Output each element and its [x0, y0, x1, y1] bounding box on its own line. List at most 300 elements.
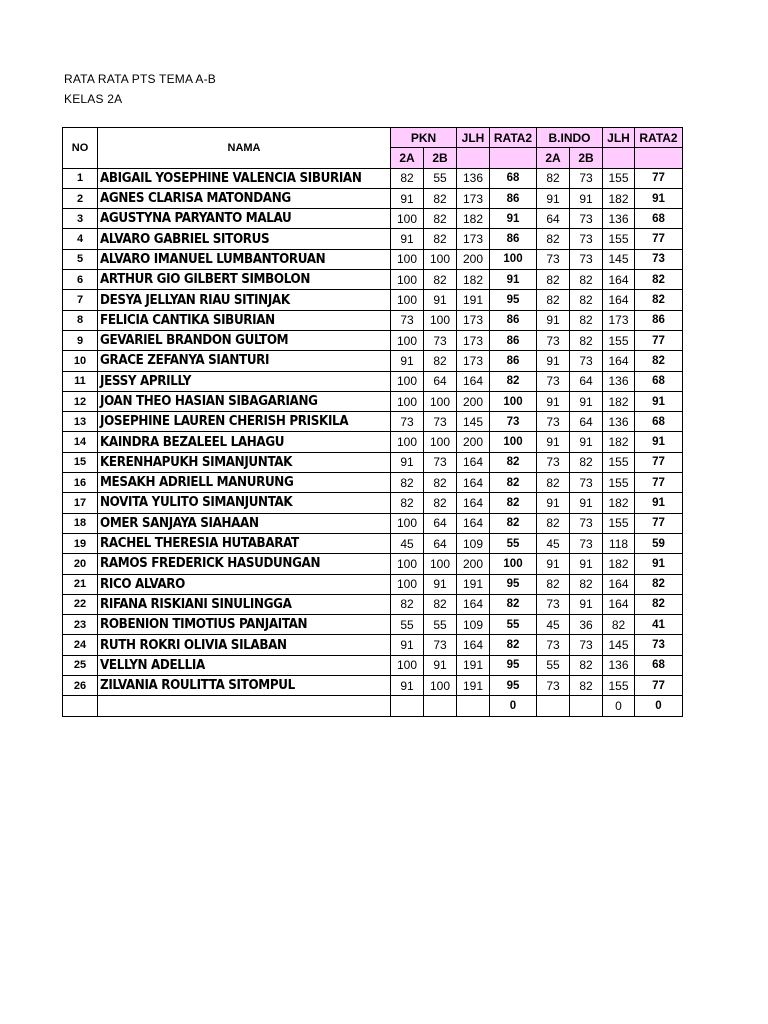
- table-row: [63, 249, 683, 269]
- cell-bindo-2a: 73: [537, 594, 570, 614]
- table-row: [63, 391, 683, 411]
- cell-bindo-2a: 91: [537, 310, 570, 330]
- cell-nama: JOAN THEO HASIAN SIBAGARIANG: [98, 391, 391, 411]
- cell-no: 7: [63, 290, 98, 310]
- cell-bindo-rata2: 68: [635, 412, 683, 432]
- cell-bindo-jlh: 182: [603, 554, 635, 574]
- cell-bindo-rata2: 82: [635, 594, 683, 614]
- cell-pkn-jlh: 164: [457, 473, 490, 493]
- cell-bindo-2a: 82: [537, 513, 570, 533]
- cell-pkn-2a: 73: [391, 412, 424, 432]
- table-row: [63, 188, 683, 208]
- cell-bindo-2a: 73: [537, 330, 570, 350]
- cell-bindo-2a: 91: [537, 391, 570, 411]
- cell-bindo-jlh: 164: [603, 574, 635, 594]
- cell-bindo-jlh: 182: [603, 391, 635, 411]
- cell-nama: OMER SANJAYA SIAHAAN: [98, 513, 391, 533]
- cell-nama: ALVARO IMANUEL LUMBANTORUAN: [98, 249, 391, 269]
- cell-pkn-rata2: 100: [490, 432, 537, 452]
- cell-bindo-jlh: 136: [603, 371, 635, 391]
- cell-pkn-2a: 82: [391, 473, 424, 493]
- cell-bindo-2a: 91: [537, 432, 570, 452]
- table-row: [63, 493, 683, 513]
- cell-pkn-jlh: 200: [457, 554, 490, 574]
- cell-bindo-jlh: 155: [603, 168, 635, 188]
- cell-bindo-2b: 73: [570, 533, 603, 553]
- cell-pkn-rata2: 73: [490, 412, 537, 432]
- cell-bindo-jlh: 155: [603, 473, 635, 493]
- cell-pkn-2b: 55: [424, 168, 457, 188]
- cell-nama: GEVARIEL BRANDON GULTOM: [98, 330, 391, 350]
- cell-pkn-2b: 100: [424, 554, 457, 574]
- cell-bindo-rata2: 73: [635, 635, 683, 655]
- cell-no: 21: [63, 574, 98, 594]
- cell-no: 5: [63, 249, 98, 269]
- cell-pkn-rata2: 82: [490, 493, 537, 513]
- cell-bindo-jlh: 173: [603, 310, 635, 330]
- cell-bindo-2a: 82: [537, 290, 570, 310]
- cell-pkn-rata2: 86: [490, 330, 537, 350]
- col-header-rata2-bindo: RATA2: [635, 128, 683, 148]
- grades-table: [62, 127, 683, 717]
- cell-nama: ABIGAIL YOSEPHINE VALENCIA SIBURIAN: [98, 168, 391, 188]
- cell-bindo-2a: 73: [537, 371, 570, 391]
- cell-bindo-jlh: 155: [603, 513, 635, 533]
- table-row: [63, 676, 683, 696]
- cell-pkn-jlh: 109: [457, 533, 490, 553]
- cell-bindo-2a: 82: [537, 270, 570, 290]
- cell-bindo-rata2: 82: [635, 270, 683, 290]
- table-row: [63, 574, 683, 594]
- cell-pkn-jlh: 145: [457, 412, 490, 432]
- table-row: [63, 513, 683, 533]
- col-header-no: NO: [63, 128, 98, 169]
- cell-nama: RUTH ROKRI OLIVIA SILABAN: [98, 635, 391, 655]
- table-row: [63, 371, 683, 391]
- cell-pkn-2b: 64: [424, 371, 457, 391]
- table-row: [63, 412, 683, 432]
- cell-pkn-rata2: 82: [490, 452, 537, 472]
- cell-bindo-2a: 82: [537, 473, 570, 493]
- table-row: [63, 452, 683, 472]
- cell-pkn-jlh: 173: [457, 229, 490, 249]
- cell-nama: RICO ALVARO: [98, 574, 391, 594]
- cell-bindo-2a: 91: [537, 554, 570, 574]
- cell-bindo-2b: 91: [570, 391, 603, 411]
- cell-pkn-2b: 55: [424, 615, 457, 635]
- cell-pkn-2a: 82: [391, 493, 424, 513]
- cell-bindo-jlh: 182: [603, 432, 635, 452]
- cell-bindo-2b: 73: [570, 635, 603, 655]
- cell-pkn-rata2: 95: [490, 290, 537, 310]
- cell-pkn-2a: 82: [391, 594, 424, 614]
- cell-nama: AGUSTYNA PARYANTO MALAU: [98, 209, 391, 229]
- cell-bindo-2a: 45: [537, 533, 570, 553]
- cell-pkn-jlh: 200: [457, 249, 490, 269]
- cell-pkn-rata2: 86: [490, 188, 537, 208]
- cell-nama: ARTHUR GIO GILBERT SIMBOLON: [98, 270, 391, 290]
- col-subheader-2a-bindo: 2A: [537, 148, 570, 168]
- col-subheader-2a-pkn: 2A: [391, 148, 424, 168]
- cell-nama: RAMOS FREDERICK HASUDUNGAN: [98, 554, 391, 574]
- cell-no: 16: [63, 473, 98, 493]
- cell-no: 25: [63, 655, 98, 675]
- cell-nama: NOVITA YULITO SIMANJUNTAK: [98, 493, 391, 513]
- table-row: [63, 330, 683, 350]
- cell-nama: VELLYN ADELLIA: [98, 655, 391, 675]
- cell-pkn-2b: 100: [424, 432, 457, 452]
- cell-bindo-2b: 73: [570, 229, 603, 249]
- cell-nama: MESAKH ADRIELL MANURUNG: [98, 473, 391, 493]
- cell-pkn-jlh: 164: [457, 493, 490, 513]
- cell-pkn-2a: 100: [391, 513, 424, 533]
- cell-bindo-jlh: 136: [603, 209, 635, 229]
- cell-pkn-2b: 100: [424, 391, 457, 411]
- cell-pkn-rata2: 100: [490, 391, 537, 411]
- footer-cell-pkn-2a: [391, 696, 424, 716]
- cell-pkn-rata2: 68: [490, 168, 537, 188]
- cell-bindo-2a: 45: [537, 615, 570, 635]
- cell-pkn-rata2: 82: [490, 635, 537, 655]
- cell-bindo-2a: 55: [537, 655, 570, 675]
- cell-pkn-rata2: 82: [490, 473, 537, 493]
- cell-pkn-2b: 73: [424, 330, 457, 350]
- cell-no: 6: [63, 270, 98, 290]
- footer-cell-pkn-2b: [424, 696, 457, 716]
- cell-bindo-rata2: 82: [635, 351, 683, 371]
- cell-pkn-rata2: 86: [490, 229, 537, 249]
- cell-pkn-2b: 91: [424, 655, 457, 675]
- cell-pkn-2a: 82: [391, 168, 424, 188]
- cell-bindo-jlh: 145: [603, 635, 635, 655]
- cell-nama: RACHEL THERESIA HUTABARAT: [98, 533, 391, 553]
- cell-pkn-2a: 100: [391, 330, 424, 350]
- col-header-pkn: PKN: [391, 128, 457, 148]
- cell-pkn-rata2: 55: [490, 615, 537, 635]
- cell-no: 15: [63, 452, 98, 472]
- cell-bindo-rata2: 73: [635, 249, 683, 269]
- col-subheader-empty: [490, 148, 537, 168]
- cell-no: 3: [63, 209, 98, 229]
- cell-pkn-2b: 82: [424, 351, 457, 371]
- cell-pkn-2a: 100: [391, 249, 424, 269]
- cell-nama: ZILVANIA ROULITTA SITOMPUL: [98, 676, 391, 696]
- header-row-1: [63, 128, 683, 148]
- cell-no: 19: [63, 533, 98, 553]
- footer-cell-nama: [98, 696, 391, 716]
- cell-pkn-jlh: 173: [457, 351, 490, 371]
- table-row: [63, 554, 683, 574]
- cell-bindo-rata2: 77: [635, 513, 683, 533]
- cell-bindo-2a: 91: [537, 188, 570, 208]
- cell-pkn-jlh: 200: [457, 391, 490, 411]
- cell-bindo-jlh: 164: [603, 290, 635, 310]
- cell-pkn-2a: 100: [391, 574, 424, 594]
- col-subheader-empty: [603, 148, 635, 168]
- col-header-jlh-pkn: JLH: [457, 128, 490, 148]
- cell-pkn-2b: 100: [424, 249, 457, 269]
- cell-pkn-rata2: 95: [490, 574, 537, 594]
- cell-bindo-2b: 36: [570, 615, 603, 635]
- cell-bindo-rata2: 77: [635, 229, 683, 249]
- cell-bindo-2a: 64: [537, 209, 570, 229]
- cell-bindo-rata2: 86: [635, 310, 683, 330]
- table-row: [63, 594, 683, 614]
- cell-pkn-2a: 100: [391, 371, 424, 391]
- cell-pkn-2a: 91: [391, 635, 424, 655]
- cell-bindo-jlh: 182: [603, 493, 635, 513]
- cell-pkn-2b: 82: [424, 594, 457, 614]
- cell-pkn-2b: 100: [424, 676, 457, 696]
- cell-pkn-jlh: 164: [457, 452, 490, 472]
- cell-pkn-rata2: 86: [490, 310, 537, 330]
- col-header-rata2-pkn: RATA2: [490, 128, 537, 148]
- footer-cell-bindo-rata2: 0: [635, 696, 683, 716]
- footer-cell-bindo-2a: [537, 696, 570, 716]
- cell-pkn-2b: 100: [424, 310, 457, 330]
- cell-pkn-2a: 100: [391, 290, 424, 310]
- table-row: [63, 635, 683, 655]
- cell-bindo-2b: 82: [570, 452, 603, 472]
- cell-pkn-2a: 100: [391, 554, 424, 574]
- cell-bindo-rata2: 91: [635, 432, 683, 452]
- cell-bindo-rata2: 41: [635, 615, 683, 635]
- cell-bindo-2a: 73: [537, 635, 570, 655]
- cell-pkn-jlh: 173: [457, 310, 490, 330]
- cell-no: 2: [63, 188, 98, 208]
- cell-pkn-2b: 82: [424, 493, 457, 513]
- cell-pkn-2b: 73: [424, 452, 457, 472]
- cell-bindo-2a: 73: [537, 676, 570, 696]
- cell-bindo-2b: 64: [570, 412, 603, 432]
- cell-pkn-2a: 100: [391, 209, 424, 229]
- cell-bindo-jlh: 118: [603, 533, 635, 553]
- cell-pkn-jlh: 164: [457, 635, 490, 655]
- cell-no: 24: [63, 635, 98, 655]
- cell-pkn-jlh: 182: [457, 209, 490, 229]
- cell-bindo-rata2: 68: [635, 371, 683, 391]
- cell-pkn-rata2: 55: [490, 533, 537, 553]
- cell-bindo-jlh: 155: [603, 330, 635, 350]
- cell-no: 8: [63, 310, 98, 330]
- cell-pkn-jlh: 191: [457, 574, 490, 594]
- cell-nama: AGNES CLARISA MATONDANG: [98, 188, 391, 208]
- table-row: [63, 229, 683, 249]
- cell-bindo-2b: 91: [570, 432, 603, 452]
- cell-no: 10: [63, 351, 98, 371]
- cell-pkn-2b: 82: [424, 188, 457, 208]
- cell-bindo-jlh: 182: [603, 188, 635, 208]
- cell-pkn-jlh: 136: [457, 168, 490, 188]
- cell-bindo-2b: 73: [570, 209, 603, 229]
- col-header-jlh-bindo: JLH: [603, 128, 635, 148]
- cell-bindo-2b: 73: [570, 351, 603, 371]
- footer-cell-pkn-jlh: [457, 696, 490, 716]
- cell-pkn-jlh: 109: [457, 615, 490, 635]
- cell-bindo-2b: 82: [570, 655, 603, 675]
- cell-pkn-2a: 73: [391, 310, 424, 330]
- cell-pkn-2a: 91: [391, 229, 424, 249]
- cell-pkn-2b: 91: [424, 574, 457, 594]
- cell-bindo-2b: 91: [570, 188, 603, 208]
- col-header-bindo: B.INDO: [537, 128, 603, 148]
- table-row: [63, 473, 683, 493]
- cell-bindo-rata2: 82: [635, 290, 683, 310]
- cell-pkn-rata2: 86: [490, 351, 537, 371]
- cell-bindo-jlh: 136: [603, 412, 635, 432]
- cell-no: 13: [63, 412, 98, 432]
- cell-bindo-rata2: 59: [635, 533, 683, 553]
- cell-no: 22: [63, 594, 98, 614]
- cell-nama: KERENHAPUKH SIMANJUNTAK: [98, 452, 391, 472]
- cell-bindo-rata2: 91: [635, 188, 683, 208]
- cell-bindo-2b: 82: [570, 310, 603, 330]
- cell-bindo-jlh: 145: [603, 249, 635, 269]
- footer-row: [63, 696, 683, 716]
- cell-bindo-rata2: 91: [635, 554, 683, 574]
- col-subheader-2b-pkn: 2B: [424, 148, 457, 168]
- cell-pkn-2b: 82: [424, 229, 457, 249]
- cell-pkn-rata2: 95: [490, 655, 537, 675]
- cell-nama: JOSEPHINE LAUREN CHERISH PRISKILA: [98, 412, 391, 432]
- cell-bindo-2b: 91: [570, 594, 603, 614]
- cell-nama: FELICIA CANTIKA SIBURIAN: [98, 310, 391, 330]
- cell-no: 17: [63, 493, 98, 513]
- cell-nama: DESYA JELLYAN RIAU SITINJAK: [98, 290, 391, 310]
- cell-bindo-jlh: 82: [603, 615, 635, 635]
- cell-bindo-2a: 82: [537, 574, 570, 594]
- table-row: [63, 270, 683, 290]
- cell-pkn-rata2: 82: [490, 513, 537, 533]
- cell-bindo-rata2: 91: [635, 493, 683, 513]
- table-row: [63, 432, 683, 452]
- cell-nama: KAINDRA BEZALEEL LAHAGU: [98, 432, 391, 452]
- cell-bindo-2b: 82: [570, 330, 603, 350]
- cell-bindo-2a: 73: [537, 452, 570, 472]
- cell-bindo-rata2: 77: [635, 330, 683, 350]
- cell-bindo-rata2: 77: [635, 676, 683, 696]
- cell-pkn-2a: 45: [391, 533, 424, 553]
- cell-nama: GRACE ZEFANYA SIANTURI: [98, 351, 391, 371]
- page-title: RATA RATA PTS TEMA A-B: [64, 72, 216, 86]
- cell-pkn-jlh: 200: [457, 432, 490, 452]
- cell-bindo-jlh: 164: [603, 270, 635, 290]
- cell-pkn-jlh: 173: [457, 188, 490, 208]
- cell-pkn-2a: 100: [391, 432, 424, 452]
- cell-no: 9: [63, 330, 98, 350]
- cell-no: 1: [63, 168, 98, 188]
- table-row: [63, 209, 683, 229]
- class-label: KELAS 2A: [64, 92, 123, 106]
- cell-bindo-2b: 82: [570, 574, 603, 594]
- cell-pkn-2a: 55: [391, 615, 424, 635]
- table-row: [63, 655, 683, 675]
- cell-nama: JESSY APRILLY: [98, 371, 391, 391]
- cell-pkn-jlh: 164: [457, 594, 490, 614]
- cell-no: 18: [63, 513, 98, 533]
- cell-pkn-2a: 91: [391, 351, 424, 371]
- cell-pkn-2b: 64: [424, 513, 457, 533]
- table-row: [63, 351, 683, 371]
- cell-bindo-2b: 73: [570, 249, 603, 269]
- cell-pkn-jlh: 164: [457, 371, 490, 391]
- cell-no: 11: [63, 371, 98, 391]
- col-subheader-empty: [457, 148, 490, 168]
- cell-bindo-jlh: 155: [603, 676, 635, 696]
- cell-pkn-rata2: 91: [490, 270, 537, 290]
- table-row: [63, 615, 683, 635]
- col-subheader-2b-bindo: 2B: [570, 148, 603, 168]
- cell-pkn-rata2: 91: [490, 209, 537, 229]
- cell-bindo-rata2: 77: [635, 452, 683, 472]
- cell-bindo-2b: 91: [570, 493, 603, 513]
- cell-bindo-2b: 82: [570, 270, 603, 290]
- table-row: [63, 290, 683, 310]
- table-row: [63, 533, 683, 553]
- table-row: [63, 168, 683, 188]
- cell-bindo-2a: 73: [537, 412, 570, 432]
- cell-pkn-2b: 82: [424, 270, 457, 290]
- footer-cell-no: [63, 696, 98, 716]
- cell-pkn-2a: 100: [391, 391, 424, 411]
- cell-pkn-2b: 64: [424, 533, 457, 553]
- cell-no: 4: [63, 229, 98, 249]
- cell-pkn-2a: 100: [391, 655, 424, 675]
- cell-no: 14: [63, 432, 98, 452]
- cell-bindo-2a: 91: [537, 493, 570, 513]
- cell-no: 12: [63, 391, 98, 411]
- cell-pkn-rata2: 95: [490, 676, 537, 696]
- cell-nama: ALVARO GABRIEL SITORUS: [98, 229, 391, 249]
- cell-bindo-2b: 82: [570, 290, 603, 310]
- cell-nama: ROBENION TIMOTIUS PANJAITAN: [98, 615, 391, 635]
- cell-pkn-jlh: 173: [457, 330, 490, 350]
- cell-bindo-2b: 73: [570, 513, 603, 533]
- cell-bindo-2a: 91: [537, 351, 570, 371]
- cell-bindo-2b: 82: [570, 676, 603, 696]
- cell-bindo-2b: 64: [570, 371, 603, 391]
- cell-bindo-2b: 91: [570, 554, 603, 574]
- cell-bindo-rata2: 77: [635, 168, 683, 188]
- cell-pkn-jlh: 191: [457, 290, 490, 310]
- table-row: [63, 310, 683, 330]
- cell-bindo-rata2: 91: [635, 391, 683, 411]
- cell-no: 26: [63, 676, 98, 696]
- cell-bindo-2b: 73: [570, 168, 603, 188]
- cell-pkn-jlh: 182: [457, 270, 490, 290]
- cell-bindo-jlh: 155: [603, 229, 635, 249]
- cell-pkn-2a: 100: [391, 270, 424, 290]
- cell-pkn-jlh: 191: [457, 676, 490, 696]
- cell-bindo-2b: 73: [570, 473, 603, 493]
- col-header-nama: NAMA: [98, 128, 391, 169]
- cell-pkn-2a: 91: [391, 452, 424, 472]
- cell-no: 23: [63, 615, 98, 635]
- cell-pkn-2b: 82: [424, 473, 457, 493]
- cell-bindo-jlh: 155: [603, 452, 635, 472]
- cell-bindo-rata2: 82: [635, 574, 683, 594]
- footer-cell-pkn-rata2: 0: [490, 696, 537, 716]
- cell-bindo-jlh: 164: [603, 594, 635, 614]
- cell-pkn-jlh: 191: [457, 655, 490, 675]
- cell-pkn-2b: 82: [424, 209, 457, 229]
- cell-pkn-2b: 91: [424, 290, 457, 310]
- cell-bindo-rata2: 77: [635, 473, 683, 493]
- cell-no: 20: [63, 554, 98, 574]
- cell-bindo-2a: 82: [537, 168, 570, 188]
- footer-cell-bindo-2b: [570, 696, 603, 716]
- cell-bindo-jlh: 136: [603, 655, 635, 675]
